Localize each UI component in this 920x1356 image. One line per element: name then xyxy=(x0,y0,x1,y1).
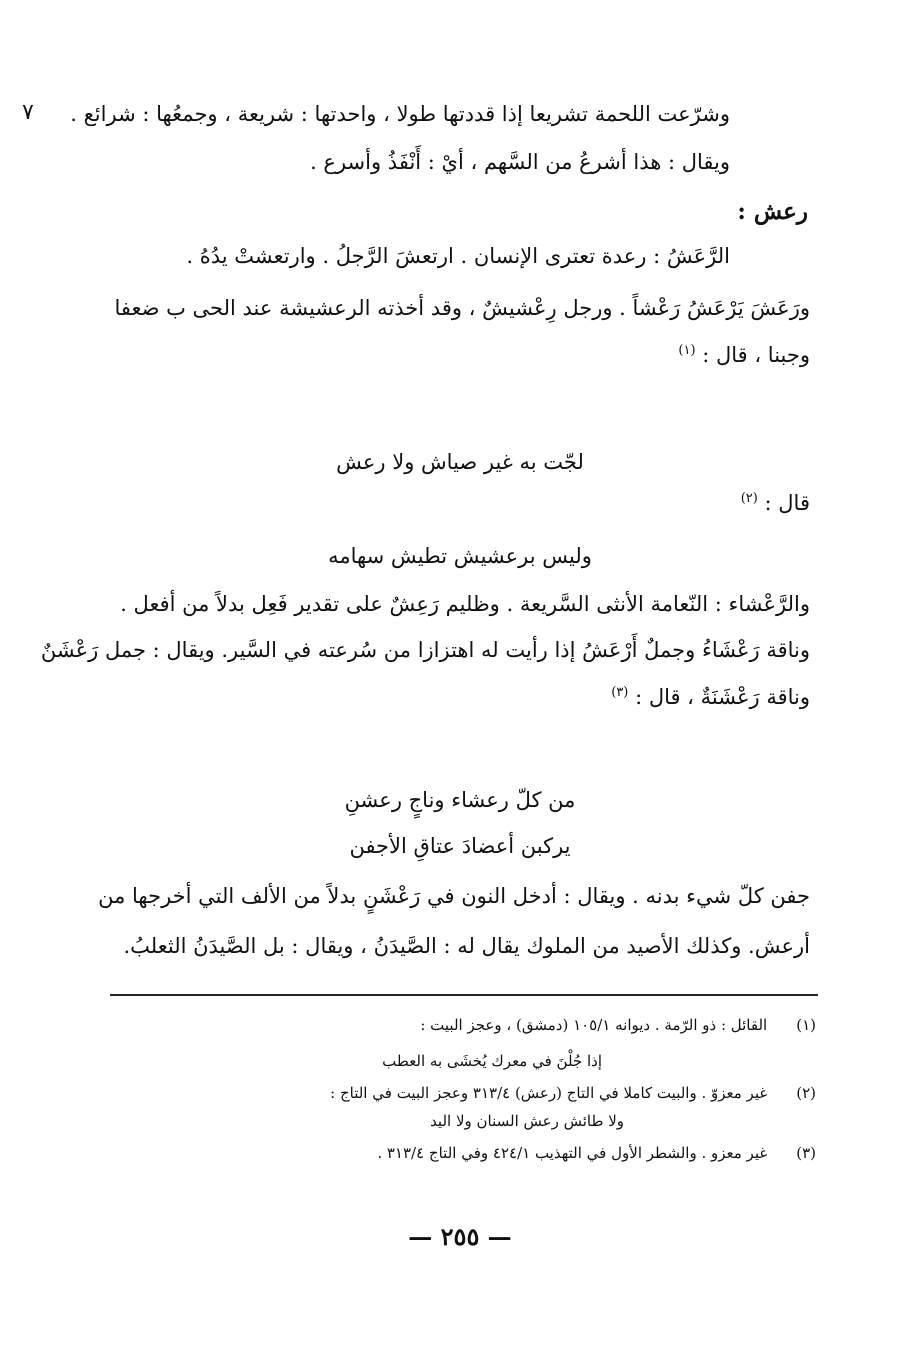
footnote-ref-1: (١) xyxy=(678,343,696,358)
text-line-8-content: وناقة رَعْشَنَةٌ ، قال : xyxy=(635,685,810,709)
footnote-ref-3: (٣) xyxy=(611,685,629,700)
text-line-7: وناقة رَعْشَاءُ وجملٌ أَرْعَشُ إذا رأيت له اهتزازا من سُرعته في السَّير. ويقال : جمل رَعْشَنٌ xyxy=(40,638,810,662)
text-line-10: أرعش. وكذلك الأصيد من الملوك يقال له : الصَّيدَنُ ، ويقال : بل الصَّيدَنُ الثعلبُ. xyxy=(123,934,810,958)
text-line-2: ويقال : هذا أشرعُ من السَّهم ، أيْ : أَنْفَذُ وأسرع . xyxy=(310,150,730,174)
qal-line xyxy=(741,492,810,514)
page-number: — ٢٥٥ — xyxy=(408,1222,512,1251)
qal-label: قال : xyxy=(764,491,810,515)
footnote-divider xyxy=(110,994,818,996)
footnote-3-number: (٣) xyxy=(796,1144,816,1162)
footnote-2-text: غير معزوّ . والبيت كاملا في التاج (رعش) ٣١٣/٤ وعجز البيت في التاج : xyxy=(330,1084,768,1102)
footnote-2 xyxy=(330,1084,816,1102)
footnote-3 xyxy=(377,1144,816,1162)
footnote-1-number: (١) xyxy=(796,1016,816,1034)
verse-3b: يركبن أعضادَ عتاقِ الأجفن xyxy=(349,834,571,858)
text-line-5 xyxy=(678,344,810,366)
verse-1: لجّت به غير صياش ولا رعش xyxy=(336,450,584,474)
margin-mark: ٧ xyxy=(22,100,34,125)
footnote-2-verse: ولا طائش رعش السنان ولا اليد xyxy=(430,1112,624,1130)
footnote-1-verse: إذا جُلْنَ في معرك يُخشَى به العطب xyxy=(382,1052,602,1070)
footnote-2-number: (٢) xyxy=(796,1084,816,1102)
verse-3a: من كلّ رعشاء وناجٍ رعشنِ xyxy=(344,788,576,812)
text-line-5-content: وجبنا ، قال : xyxy=(702,343,810,367)
text-line-3: الرَّعَشُ : رعدة تعترى الإنسان . ارتعشَ الرَّجلُ . وارتعشتْ يدُهُ . xyxy=(186,244,730,268)
entry-heading: رعش : xyxy=(737,198,808,225)
text-line-4: ورَعَشَ يَرْعَشُ رَعْشاً . ورجل رِعْشيشٌ ، وقد أخذته الرعشيشة عند الحى ب ضعفا xyxy=(114,296,810,320)
footnote-3-text: غير معزو . والشطر الأول في التهذيب ٤٢٤/١ وفي التاج ٣١٣/٤ . xyxy=(377,1144,768,1162)
footnote-1-text: القائل : ذو الرّمة . ديوانه ١٠٥/١ (دمشق) ، وعجز البيت : xyxy=(420,1016,768,1034)
text-line-6: والرَّعْشاء : النّعامة الأنثى السَّريعة . وظليم رَعِشٌ على تقدير فَعِل بدلاً من أفعل . xyxy=(120,592,810,616)
text-line-1: وشرّعت اللحمة تشريعا إذا قددتها طولا ، واحدتها : شريعة ، وجمعُها : شرائع . xyxy=(70,102,730,126)
footnote-1 xyxy=(420,1016,816,1034)
text-line-8 xyxy=(611,686,810,708)
text-line-9: جفن كلّ شيء بدنه . ويقال : أدخل النون في رَعْشَنٍ بدلاً من الألف التي أخرجها من xyxy=(98,884,810,908)
footnote-ref-2: (٢) xyxy=(740,491,758,506)
verse-2: وليس برعشيش تطيش سهامه xyxy=(328,544,592,568)
